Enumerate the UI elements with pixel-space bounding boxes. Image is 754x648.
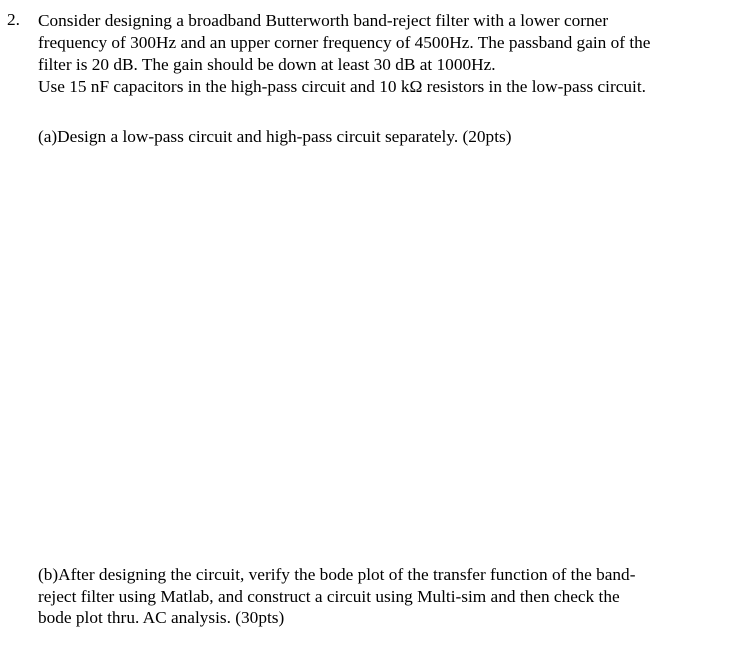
problem-line: frequency of 300Hz and an upper corner frequency of 4500Hz. The passband gain of the	[38, 33, 651, 52]
part-b-line: reject filter using Matlab, and construct a circuit using Multi-sim and then check the	[38, 586, 620, 606]
part-b-question	[38, 564, 738, 629]
part-a-question: (a)Design a low-pass circuit and high-pass circuit separately. (20pts)	[38, 127, 512, 146]
problem-line: Consider designing a broadband Butterworth band-reject filter with a lower corner	[38, 11, 609, 30]
part-b-line: bode plot thru. AC analysis. (30pts)	[38, 608, 285, 627]
problem-number: 2.	[7, 10, 20, 29]
problem-statement	[7, 10, 749, 98]
problem-line: Use 15 nF capacitors in the high-pass circuit and 10 kΩ resistors in the low-pass circuit.	[38, 77, 646, 96]
part-b-line: (b)After designing the circuit, verify the bode plot of the transfer function of the band-	[38, 565, 636, 584]
problem-line: filter is 20 dB. The gain should be down at least 30 dB at 1000Hz.	[38, 55, 496, 74]
